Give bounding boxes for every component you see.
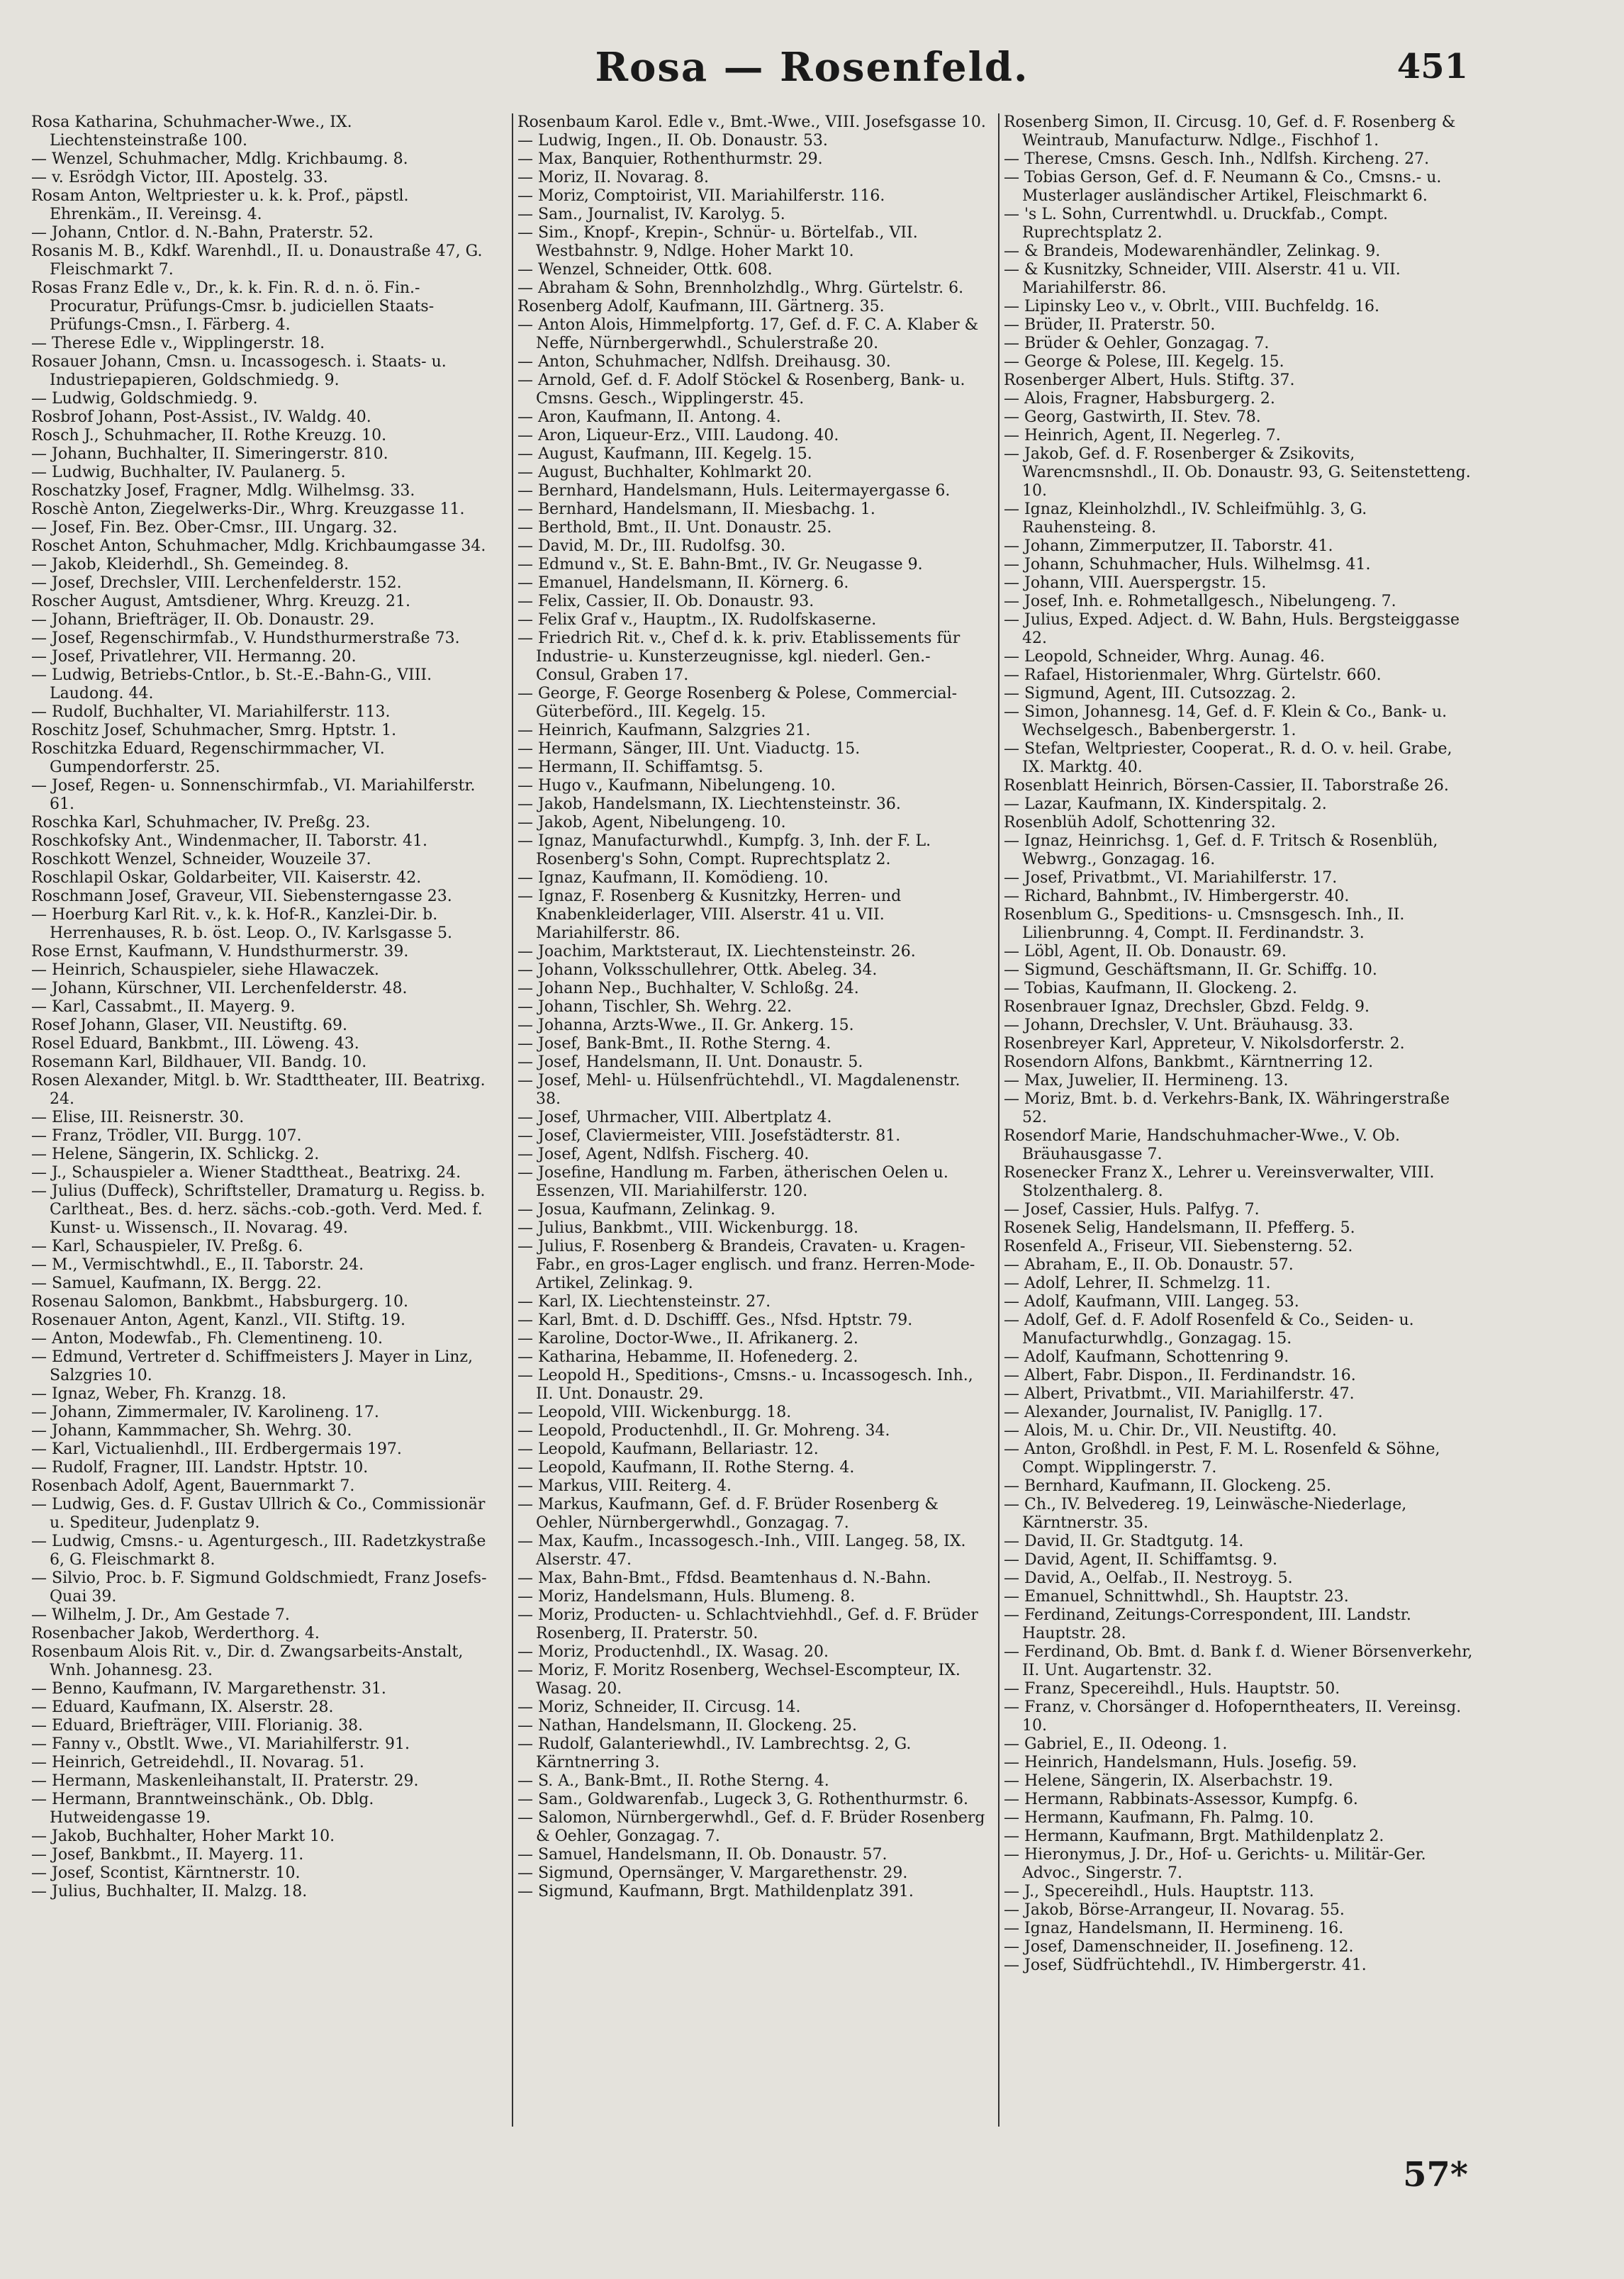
directory-entry: Roschlapil Oskar, Goldarbeiter, VII. Kaiserstr. 42.: [31, 869, 422, 887]
directory-entry: Rosenbacher Jakob, Werderthorg. 4.: [31, 1625, 320, 1642]
directory-entry: — Franz, v. Chorsänger d. Hofoperntheaters, II. Vereinsg. 10.: [1004, 1698, 1462, 1735]
directory-entry: — Jakob, Handelsmann, IX. Liechtensteinstr. 36.: [517, 795, 901, 813]
directory-entry: — Leopold H., Speditions-, Cmsns.- u. Incassogesch. Inh., II. Unt. Donaustr. 29.: [517, 1367, 973, 1403]
directory-entry: — Anton, Modewfab., Fh. Clementineng. 10.: [31, 1330, 383, 1348]
directory-entry: — Josef, Inh. e. Rohmetallgesch., Nibelungeng. 7.: [1004, 593, 1396, 610]
directory-entry: — Johann, Buchhalter, II. Simeringerstr. 810.: [31, 445, 388, 463]
directory-entry: — Anton, Großhdl. in Pest, F. M. L. Rosenfeld & Söhne, Compt. Wipplingerstr. 7.: [1004, 1440, 1440, 1477]
directory-entry: — Eduard, Kaufmann, IX. Alserstr. 28.: [31, 1698, 334, 1716]
directory-entry: — Stefan, Weltpriester, Cooperat., R. d. O. v. heil. Grabe, IX. Marktg. 40.: [1004, 740, 1452, 776]
directory-entry: — Löbl, Agent, II. Ob. Donaustr. 69.: [1004, 943, 1287, 961]
directory-entry: — Leopold, Productenhdl., II. Gr. Mohreng. 34.: [517, 1422, 890, 1440]
page-title: Rosa — Rosenfeld.: [595, 44, 1029, 91]
directory-entry: — Hugo v., Kaufmann, Nibelungeng. 10.: [517, 777, 836, 795]
directory-entry: — Ludwig, Betriebs-Cntlor., b. St.-E.-Bahn-G., VIII. Laudong. 44.: [31, 666, 432, 702]
directory-entry: — Wenzel, Schneider, Ottk. 608.: [517, 261, 773, 279]
directory-entry: Rosauer Johann, Cmsn. u. Incassogesch. i. Staats- u. Industriepapieren, Goldschmiedg. 9.: [31, 353, 447, 389]
directory-entry: Rosenberger Albert, Huls. Stiftg. 37.: [1004, 371, 1295, 389]
directory-entry: Rosenfeld A., Friseur, VII. Siebensterng. 52.: [1004, 1238, 1353, 1255]
directory-entry: — Josef, Fin. Bez. Ober-Cmsr., III. Ungarg. 32.: [31, 519, 398, 537]
directory-entry: — Jakob, Gef. d. F. Rosenberger & Zsikovits, Warencmsnshdl., II. Ob. Donaustr. 93, G. Seitenstetteng. 10.: [1004, 445, 1471, 500]
directory-entry: Rosenek Selig, Handelsmann, II. Pfefferg. 5.: [1004, 1219, 1355, 1237]
directory-entry: Rosenblüh Adolf, Schottenring 32.: [1004, 814, 1276, 831]
directory-entry: — Moriz, Comptoirist, VII. Mariahilferstr. 116.: [517, 187, 885, 205]
directory-entry: — Max, Banquier, Rothenthurmstr. 29.: [517, 150, 823, 168]
directory-entry: — Lipinsky Leo v., v. Obrlt., VIII. Buchfeldg. 16.: [1004, 298, 1380, 315]
directory-entry: — Jakob, Buchhalter, Hoher Markt 10.: [31, 1827, 335, 1845]
directory-entry: — Nathan, Handelsmann, II. Glockeng. 25.: [517, 1717, 857, 1735]
directory-entry: — Hoerburg Karl Rit. v., k. k. Hof-R., Kanzlei-Dir. b. Herrenhauses, R. b. öst. Leop. O., IV. Karlsgasse 5.: [31, 906, 453, 942]
directory-entry: — George & Polese, III. Kegelg. 15.: [1004, 353, 1284, 371]
directory-entry: — Elise, III. Reisnerstr. 30.: [31, 1109, 245, 1126]
directory-entry: — Jakob, Kleiderhdl., Sh. Gemeindeg. 8.: [31, 556, 349, 573]
directory-entry: — Hermann, Kaufmann, Brgt. Mathildenplatz 2.: [1004, 1827, 1384, 1845]
directory-entry: — M., Vermischtwhdl., E., II. Taborstr. 24.: [31, 1256, 364, 1274]
directory-entry: — Tobias, Kaufmann, II. Glockeng. 2.: [1004, 980, 1298, 997]
directory-entry: — Sam., Goldwarenfab., Lugeck 3, G. Rothenthurmstr. 6.: [517, 1791, 968, 1808]
directory-entry: — Franz, Specereihdl., Huls. Hauptstr. 50.: [1004, 1680, 1340, 1698]
directory-entry: — Josef, Privatbmt., VI. Mariahilferstr. 17.: [1004, 869, 1338, 887]
directory-entry: — S. A., Bank-Bmt., II. Rothe Sterng. 4.: [517, 1772, 829, 1790]
directory-entry: — Josef, Cassier, Huls. Palfyg. 7.: [1004, 1201, 1260, 1219]
directory-entry: — Sigmund, Opernsänger, V. Margarethenstr. 29.: [517, 1864, 908, 1882]
directory-entry: Rosenblatt Heinrich, Börsen-Cassier, II. Taborstraße 26.: [1004, 777, 1449, 795]
page-number: 451: [1396, 47, 1468, 86]
directory-entry: — Josef, Agent, Ndlfsh. Fischerg. 40.: [517, 1146, 810, 1163]
directory-entry: — Hermann, Maskenleihanstalt, II. Praterstr. 29.: [31, 1772, 419, 1790]
directory-entry: — Samuel, Kaufmann, IX. Bergg. 22.: [31, 1275, 322, 1292]
column-2: [517, 113, 988, 2127]
directory-entry: — Johann, Zimmermaler, IV. Karolineng. 17.: [31, 1404, 379, 1421]
directory-entry: — Karl, Schauspieler, IV. Preßg. 6.: [31, 1238, 303, 1255]
directory-entry: — Adolf, Gef. d. F. Adolf Rosenfeld & Co., Seiden- u. Manufacturwhdlg., Gonzagag. 15.: [1004, 1311, 1414, 1348]
directory-entry: — Bernhard, Kaufmann, II. Glockeng. 25.: [1004, 1477, 1332, 1495]
directory-entry: Rosch J., Schuhmacher, II. Rothe Kreuzg. 10.: [31, 427, 387, 444]
directory-entry: — Ignaz, Handelsmann, II. Hermineng. 16.: [1004, 1920, 1344, 1937]
directory-entry: — Johanna, Arzts-Wwe., II. Gr. Ankerg. 15.: [517, 1017, 854, 1034]
directory-entry: — Gabriel, E., II. Odeong. 1.: [1004, 1735, 1228, 1753]
directory-entry: Rosenberg Adolf, Kaufmann, III. Gärtnerg. 35.: [517, 298, 885, 315]
directory-entry: Roschka Karl, Schuhmacher, IV. Preßg. 23.: [31, 814, 371, 831]
directory-entry: — Emanuel, Handelsmann, II. Körnerg. 6.: [517, 574, 849, 592]
directory-entry: — Benno, Kaufmann, IV. Margarethenstr. 31.: [31, 1680, 386, 1698]
directory-entry: — Adolf, Kaufmann, Schottenring 9.: [1004, 1348, 1289, 1366]
directory-entry: — J., Schauspieler a. Wiener Stadttheat., Beatrixg. 24.: [31, 1164, 461, 1182]
directory-entry: — Adolf, Kaufmann, VIII. Langeg. 53.: [1004, 1293, 1299, 1311]
directory-entry: — Arnold, Gef. d. F. Adolf Stöckel & Rosenberg, Bank- u. Cmsns. Gesch., Wipplingerstr. 45.: [517, 371, 965, 408]
directory-entry: — Sim., Knopf-, Krepin-, Schnür- u. Börtelfab., VII. Westbahnstr. 9, Ndlge. Hoher Markt 10.: [517, 224, 918, 260]
directory-entry: — Johann, Cntlor. d. N.-Bahn, Praterstr. 52.: [31, 224, 374, 242]
directory-entry: — Alois, M. u. Chir. Dr., VII. Neustiftg. 40.: [1004, 1422, 1337, 1440]
directory-entry: — Edmund v., St. E. Bahn-Bmt., IV. Gr. Neugasse 9.: [517, 556, 923, 573]
directory-entry: — Wilhelm, J. Dr., Am Gestade 7.: [31, 1606, 290, 1624]
directory-entry: — Johann, Zimmerputzer, II. Taborstr. 41.: [1004, 537, 1333, 555]
directory-entry: — Julius, F. Rosenberg & Brandeis, Cravaten- u. Kragen-Fabr., en gros-Lager englisch. und franz. Herren-Mode-Artikel, Zelinkag. 9.: [517, 1238, 975, 1292]
directory-entry: — Julius (Duffeck), Schriftsteller, Dramaturg u. Regiss. b. Carltheat., Bes. d. herz. sächs.-cob.-goth. Verd. Med. f. Kunst- u. Wissensch., II. Novarag. 49.: [31, 1182, 486, 1237]
directory-entry: — Josef, Claviermeister, VIII. Josefstädterstr. 81.: [517, 1127, 901, 1145]
directory-entry: — Therese, Cmsns. Gesch. Inh., Ndlfsh. Kircheng. 27.: [1004, 150, 1430, 168]
directory-entry: Rosanis M. B., Kdkf. Warenhdl., II. u. Donaustraße 47, G. Fleischmarkt 7.: [31, 242, 483, 279]
directory-entry: — Emanuel, Schnittwhdl., Sh. Hauptstr. 23.: [1004, 1588, 1349, 1606]
directory-entry: — Moriz, Productenhdl., IX. Wasag. 20.: [517, 1643, 829, 1661]
directory-entry: Rosef Johann, Glaser, VII. Neustiftg. 69.: [31, 1017, 347, 1034]
directory-entry: Rosa Katharina, Schuhmacher-Wwe., IX. Liechtensteinstraße 100.: [31, 113, 352, 150]
directory-entry: — Rudolf, Galanteriewhdl., IV. Lambrechtsg. 2, G. Kärntnerring 3.: [517, 1735, 912, 1771]
directory-entry: — Moriz, Bmt. b. d. Verkehrs-Bank, IX. Währingerstraße 52.: [1004, 1090, 1450, 1126]
directory-entry: — Leopold, Schneider, Whrg. Aunag. 46.: [1004, 648, 1326, 666]
directory-entry: — Julius, Buchhalter, II. Malzg. 18.: [31, 1883, 308, 1900]
directory-entry: — Berthold, Bmt., II. Unt. Donaustr. 25.: [517, 519, 832, 537]
directory-entry: Roschkofsky Ant., Windenmacher, II. Taborstr. 41.: [31, 832, 428, 850]
directory-entry: — Brüder & Oehler, Gonzagag. 7.: [1004, 335, 1270, 352]
directory-entry: Roschet Anton, Schuhmacher, Mdlg. Krichbaumgasse 34.: [31, 537, 486, 555]
directory-entry: — Aron, Liqueur-Erz., VIII. Laudong. 40.: [517, 427, 839, 444]
directory-entry: — Friedrich Rit. v., Chef d. k. k. priv. Etablissements für Industrie- u. Kunsterzeugnisse, kgl. niederl. Gen.-Consul, Graben 17.: [517, 629, 961, 684]
column-3: [1004, 113, 1474, 2127]
directory-entry: — Sam., Journalist, IV. Karolyg. 5.: [517, 206, 785, 223]
directory-entry: — Max, Kaufm., Incassogesch.-Inh., VIII. Langeg. 58, IX. Alserstr. 47.: [517, 1533, 966, 1569]
directory-entry: Rosenbaum Karol. Edle v., Bmt.-Wwe., VIII. Josefsgasse 10.: [517, 113, 986, 131]
directory-entry: — Alexander, Journalist, IV. Panigllg. 17.: [1004, 1404, 1323, 1421]
directory-entry: — Johann, Drechsler, V. Unt. Bräuhausg. 33.: [1004, 1017, 1354, 1034]
directory-entry: — Karl, Cassabmt., II. Mayerg. 9.: [31, 998, 296, 1016]
directory-entry: — Johann, VIII. Auerspergstr. 15.: [1004, 574, 1267, 592]
directory-entry: — Felix Graf v., Hauptm., IX. Rudolfskaserne.: [517, 611, 877, 629]
directory-entry: — Moriz, Schneider, II. Circusg. 14.: [517, 1698, 801, 1716]
directory-entry: Rosenauer Anton, Agent, Kanzl., VII. Stiftg. 19.: [31, 1311, 405, 1329]
directory-entry: Rosenblum G., Speditions- u. Cmsnsgesch. Inh., II. Lilienbrunng. 4, Compt. II. Ferdinandstr. 3.: [1004, 906, 1405, 942]
directory-entry: Rosenbrauer Ignaz, Drechsler, Gbzd. Feldg. 9.: [1004, 998, 1370, 1016]
directory-entry: — Heinrich, Getreidehdl., II. Novarag. 51.: [31, 1754, 364, 1771]
directory-entry: — Max, Bahn-Bmt., Ffdsd. Beamtenhaus d. N.-Bahn.: [517, 1569, 931, 1587]
directory-entry: — Albert, Fabr. Dispon., II. Ferdinandstr. 16.: [1004, 1367, 1356, 1384]
directory-entry: — Ludwig, Ingen., II. Ob. Donaustr. 53.: [517, 132, 828, 150]
directory-entry: — Josua, Kaufmann, Zelinkag. 9.: [517, 1201, 775, 1219]
directory-entry: — Josef, Regen- u. Sonnenschirmfab., VI. Mariahilferstr. 61.: [31, 777, 476, 813]
directory-entry: Roscher August, Amtsdiener, Whrg. Kreuzg. 21.: [31, 593, 410, 610]
directory-entry: — Ludwig, Cmsns.- u. Agenturgesch., III. Radetzkystraße 6, G. Fleischmarkt 8.: [31, 1533, 486, 1569]
directory-entry: — Edmund, Vertreter d. Schiffmeisters J. Mayer in Linz, Salzgries 10.: [31, 1348, 474, 1384]
directory-entry: — Ignaz, Heinrichsg. 1, Gef. d. F. Tritsch & Rosenblüh, Webwrg., Gonzagag. 16.: [1004, 832, 1438, 868]
directory-entry: Roschè Anton, Ziegelwerks-Dir., Whrg. Kreuzgasse 11.: [31, 500, 465, 518]
directory-entry: — Hermann, II. Schiffamtsg. 5.: [517, 758, 763, 776]
directory-entry: — Karl, Victualienhdl., III. Erdbergermais 197.: [31, 1440, 402, 1458]
directory-entry: — Hermann, Sänger, III. Unt. Viaductg. 15.: [517, 740, 861, 758]
directory-entry: — Josef, Handelsmann, II. Unt. Donaustr. 5.: [517, 1053, 863, 1071]
directory-entry: — Julius, Exped. Adject. d. W. Bahn, Huls. Bergsteiggasse 42.: [1004, 611, 1460, 647]
directory-entry: Rose Ernst, Kaufmann, V. Hundsthurmerstr. 39.: [31, 943, 409, 961]
directory-entry: — Josefine, Handlung m. Farben, ätherischen Oelen u. Essenzen, VII. Mariahilferstr. 120.: [517, 1164, 948, 1200]
directory-entry: — Therese Edle v., Wipplingerstr. 18.: [31, 335, 325, 352]
directory-entry: — Wenzel, Schuhmacher, Mdlg. Krichbaumg. 8.: [31, 150, 408, 168]
directory-entry: — Josef, Bankbmt., II. Mayerg. 11.: [31, 1846, 304, 1864]
directory-entry: — August, Kaufmann, III. Kegelg. 15.: [517, 445, 812, 463]
directory-entry: — Heinrich, Handelsmann, Huls. Josefig. 59.: [1004, 1754, 1357, 1771]
directory-entry: Roschatzky Josef, Fragner, Mdlg. Wilhelmsg. 33.: [31, 482, 415, 500]
directory-entry: — Josef, Südfrüchtehdl., IV. Himbergerstr. 41.: [1004, 1956, 1367, 1974]
directory-entry: — Abraham, E., II. Ob. Donaustr. 57.: [1004, 1256, 1294, 1274]
directory-entry: — Hieronymus, J. Dr., Hof- u. Gerichts- u. Militär-Ger. Advoc., Singerstr. 7.: [1004, 1846, 1426, 1882]
directory-entry: — Markus, VIII. Reiterg. 4.: [517, 1477, 732, 1495]
directory-entry: Rosenecker Franz X., Lehrer u. Vereinsverwalter, VIII. Stolzenthalerg. 8.: [1004, 1164, 1435, 1200]
directory-columns: [31, 113, 1477, 2127]
directory-entry: — Alois, Fragner, Habsburgerg. 2.: [1004, 390, 1275, 408]
directory-entry: — Ludwig, Goldschmiedg. 9.: [31, 390, 258, 408]
directory-entry: — Samuel, Handelsmann, II. Ob. Donaustr. 57.: [517, 1846, 887, 1864]
directory-entry: — Brüder, II. Praterstr. 50.: [1004, 316, 1216, 334]
column-1: [31, 113, 502, 2127]
directory-entry: — Joachim, Marktsteraut, IX. Liechtensteinstr. 26.: [517, 943, 916, 961]
directory-entry: — Lazar, Kaufmann, IX. Kinderspitalg. 2.: [1004, 795, 1327, 813]
directory-entry: — Karoline, Doctor-Wwe., II. Afrikanerg. 2.: [517, 1330, 858, 1348]
directory-entry: — Jakob, Börse-Arrangeur, II. Novarag. 55.: [1004, 1901, 1345, 1919]
directory-entry: — Helene, Sängerin, IX. Schlickg. 2.: [31, 1146, 320, 1163]
directory-entry: Roschitz Josef, Schuhmacher, Smrg. Hptstr. 1.: [31, 722, 397, 739]
directory-entry: Roschmann Josef, Graveur, VII. Siebensterngasse 23.: [31, 887, 452, 905]
directory-entry: — Johann, Schuhmacher, Huls. Wilhelmsg. 41.: [1004, 556, 1371, 573]
directory-entry: Rosenberg Simon, II. Circusg. 10, Gef. d. F. Rosenberg & Weintraub, Manufacturw. Ndlge., Fischhof 1.: [1004, 113, 1456, 150]
directory-entry: — Leopold, VIII. Wickenburgg. 18.: [517, 1404, 792, 1421]
directory-entry: — Simon, Johannesg. 14, Gef. d. F. Klein & Co., Bank- u. Wechselgesch., Babenbergerstr. 1.: [1004, 703, 1447, 739]
directory-entry: — Johann, Kammmacher, Sh. Wehrg. 30.: [31, 1422, 352, 1440]
directory-entry: — Josef, Damenschneider, II. Josefineng. 12.: [1004, 1938, 1354, 1956]
directory-entry: — David, Agent, II. Schiffamtsg. 9.: [1004, 1551, 1278, 1569]
directory-entry: — Ignaz, Weber, Fh. Kranzg. 18.: [31, 1385, 286, 1403]
directory-entry: Roschitzka Eduard, Regenschirmmacher, VI. Gumpendorferstr. 25.: [31, 740, 385, 776]
directory-entry: — Ignaz, Manufacturwhdl., Kumpfg. 3, Inh. der F. L. Rosenberg's Sohn, Compt. Ruprechtsplatz 2.: [517, 832, 931, 868]
directory-entry: — Ignaz, F. Rosenberg & Kusnitzky, Herren- und Knabenkleiderlager, VIII. Alserstr. 41 u. VII. Mariahilferstr. 86.: [517, 887, 902, 942]
directory-entry: — Ignaz, Kaufmann, II. Komödieng. 10.: [517, 869, 829, 887]
directory-entry: — v. Esrödgh Victor, III. Apostelg. 33.: [31, 169, 328, 186]
directory-entry: — Josef, Privatlehrer, VII. Hermanng. 20.: [31, 648, 357, 666]
directory-entry: Rosemann Karl, Bildhauer, VII. Bandg. 10.: [31, 1053, 367, 1071]
directory-entry: — 's L. Sohn, Currentwhdl. u. Druckfab., Compt. Ruprechtsplatz 2.: [1004, 206, 1389, 242]
directory-entry: — Ch., IV. Belvedereg. 19, Leinwäsche-Niederlage, Kärntnerstr. 35.: [1004, 1496, 1407, 1532]
directory-entry: Rosendorn Alfons, Bankbmt., Kärntnerring 12.: [1004, 1053, 1374, 1071]
directory-entry: — David, M. Dr., III. Rudolfsg. 30.: [517, 537, 786, 555]
directory-entry: — Richard, Bahnbmt., IV. Himbergerstr. 40.: [1004, 887, 1350, 905]
directory-entry: Rosendorf Marie, Handschuhmacher-Wwe., V. Ob. Bräuhausgasse 7.: [1004, 1127, 1400, 1163]
directory-entry: Rosas Franz Edle v., Dr., k. k. Fin. R. d. n. ö. Fin.-Procuratur, Prüfungs-Cmsr. b. judiciellen Staats-Prüfungs-Cmsn., I. Färberg. 4.: [31, 279, 435, 334]
directory-entry: — Sigmund, Agent, III. Cutsozzag. 2.: [1004, 685, 1297, 702]
directory-entry: — Johann, Tischler, Sh. Wehrg. 22.: [517, 998, 793, 1016]
directory-entry: — August, Buchhalter, Kohlmarkt 20.: [517, 464, 812, 481]
directory-entry: — Rafael, Historienmaler, Whrg. Gürtelstr. 660.: [1004, 666, 1382, 684]
directory-entry: — Moriz, Handelsmann, Huls. Blumeng. 8.: [517, 1588, 856, 1606]
directory-entry: — Leopold, Kaufmann, II. Rothe Sterng. 4.: [517, 1459, 855, 1477]
directory-entry: — George, F. George Rosenberg & Polese, Commercial-Güterbeförd., III. Kegelg. 15.: [517, 685, 958, 721]
directory-entry: — Franz, Trödler, VII. Burgg. 107.: [31, 1127, 302, 1145]
directory-entry: — Josef, Scontist, Kärntnerstr. 10.: [31, 1864, 301, 1882]
directory-entry: — Josef, Bank-Bmt., II. Rothe Sterng. 4.: [517, 1035, 831, 1053]
directory-entry: — Ferdinand, Ob. Bmt. d. Bank f. d. Wiener Börsenverkehr, II. Unt. Augartenstr. 32.: [1004, 1643, 1473, 1679]
directory-entry: Rosenbaum Alois Rit. v., Dir. d. Zwangsarbeits-Anstalt, Wnh. Johannesg. 23.: [31, 1643, 464, 1679]
directory-entry: — Helene, Sängerin, IX. Alserbachstr. 19.: [1004, 1772, 1333, 1790]
directory-entry: — Johann Nep., Buchhalter, V. Schloßg. 24.: [517, 980, 859, 997]
directory-entry: — Anton, Schuhmacher, Ndlfsh. Dreihausg. 30.: [517, 353, 891, 371]
directory-entry: — Hermann, Rabbinats-Assessor, Kumpfg. 6.: [1004, 1791, 1358, 1808]
directory-entry: — Abraham & Sohn, Brennholzhdlg., Whrg. Gürtelstr. 6.: [517, 279, 964, 297]
directory-entry: — Johann, Volksschullehrer, Ottk. Abeleg. 34.: [517, 961, 878, 979]
directory-entry: Rosam Anton, Weltpriester u. k. k. Prof., päpstl. Ehrenkäm., II. Vereinsg. 4.: [31, 187, 409, 223]
directory-entry: Rosbrof Johann, Post-Assist., IV. Waldg. 40.: [31, 408, 371, 426]
directory-entry: — Rudolf, Buchhalter, VI. Mariahilferstr. 113.: [31, 703, 391, 721]
directory-entry: Roschkott Wenzel, Schneider, Wouzeile 37.: [31, 851, 371, 868]
directory-entry: — Julius, Bankbmt., VIII. Wickenburgg. 18.: [517, 1219, 859, 1237]
directory-entry: — David, II. Gr. Stadtgutg. 14.: [1004, 1533, 1244, 1550]
directory-entry: — Moriz, F. Moritz Rosenberg, Wechsel-Escompteur, IX. Wasag. 20.: [517, 1662, 961, 1698]
directory-entry: — Adolf, Lehrer, II. Schmelzg. 11.: [1004, 1275, 1271, 1292]
directory-entry: — Ludwig, Ges. d. F. Gustav Ullrich & Co., Commissionär u. Spediteur, Judenplatz 9.: [31, 1496, 486, 1532]
directory-entry: — Heinrich, Schauspieler, siehe Hlawaczek.: [31, 961, 379, 979]
directory-entry: — Josef, Uhrmacher, VIII. Albertplatz 4.: [517, 1109, 832, 1126]
directory-entry: — Bernhard, Handelsmann, Huls. Leitermayergasse 6.: [517, 482, 951, 500]
directory-entry: Rosenau Salomon, Bankbmt., Habsburgerg. 10.: [31, 1293, 408, 1311]
directory-entry: — Johann, Kürschner, VII. Lerchenfelderstr. 48.: [31, 980, 408, 997]
directory-entry: Rosenbreyer Karl, Appreteur, V. Nikolsdorferstr. 2.: [1004, 1035, 1405, 1053]
directory-entry: Rosel Eduard, Bankbmt., III. Löweng. 43.: [31, 1035, 359, 1053]
directory-entry: — Josef, Regenschirmfab., V. Hundsthurmerstraße 73.: [31, 629, 460, 647]
directory-entry: — David, A., Oelfab., II. Nestroyg. 5.: [1004, 1569, 1293, 1587]
directory-entry: — Rudolf, Fragner, III. Landstr. Hptstr. 10.: [31, 1459, 369, 1477]
directory-entry: — Josef, Mehl- u. Hülsenfrüchtehdl., VI. Magdalenenstr. 38.: [517, 1072, 961, 1108]
directory-entry: — Heinrich, Kaufmann, Salzgries 21.: [517, 722, 811, 739]
directory-entry: — & Brandeis, Modewarenhändler, Zelinkag. 9.: [1004, 242, 1381, 260]
directory-entry: — Georg, Gastwirth, II. Stev. 78.: [1004, 408, 1261, 426]
directory-entry: Rosenbach Adolf, Agent, Bauernmarkt 7.: [31, 1477, 355, 1495]
directory-entry: — Anton Alois, Himmelpfortg. 17, Gef. d. F. C. A. Klaber & Neffe, Nürnbergerwhdl., Schulerstraße 20.: [517, 316, 979, 352]
running-head: [0, 44, 1624, 101]
directory-entry: — Bernhard, Handelsmann, II. Miesbachg. 1.: [517, 500, 875, 518]
directory-entry: — Markus, Kaufmann, Gef. d. F. Brüder Rosenberg & Oehler, Nürnbergerwhdl., Gonzagag. 7.: [517, 1496, 939, 1532]
directory-entry: — Ignaz, Kleinholzhdl., IV. Schleifmühlg. 3, G. Rauhensteing. 8.: [1004, 500, 1367, 537]
directory-entry: — Moriz, II. Novarag. 8.: [517, 169, 709, 186]
directory-entry: — Silvio, Proc. b. F. Sigmund Goldschmiedt, Franz Josefs-Quai 39.: [31, 1569, 487, 1606]
directory-entry: — Karl, Bmt. d. D. Dschifff. Ges., Nfsd. Hptstr. 79.: [517, 1311, 913, 1329]
printer-signature: 57*: [1403, 2155, 1468, 2195]
directory-entry: — Eduard, Briefträger, VIII. Florianig. 38.: [31, 1717, 363, 1735]
directory-entry: — Josef, Drechsler, VIII. Lerchenfelderstr. 152.: [31, 574, 402, 592]
directory-entry: — Karl, IX. Liechtensteinstr. 27.: [517, 1293, 771, 1311]
directory-entry: — Moriz, Producten- u. Schlachtviehhdl., Gef. d. F. Brüder Rosenberg, II. Praterstr. 50.: [517, 1606, 978, 1642]
directory-entry: Rosen Alexander, Mitgl. b. Wr. Stadttheater, III. Beatrixg. 24.: [31, 1072, 486, 1108]
directory-entry: — Ludwig, Buchhalter, IV. Paulanerg. 5.: [31, 464, 346, 481]
directory-entry: — Jakob, Agent, Nibelungeng. 10.: [517, 814, 786, 831]
directory-entry: — Sigmund, Geschäftsmann, II. Gr. Schiffg. 10.: [1004, 961, 1377, 979]
directory-entry: — Hermann, Branntweinschänk., Ob. Dblg. Hutweidengasse 19.: [31, 1791, 374, 1827]
directory-entry: — Leopold, Kaufmann, Bellariastr. 12.: [517, 1440, 819, 1458]
directory-entry: — J., Specereihdl., Huls. Hauptstr. 113.: [1004, 1883, 1314, 1900]
directory-entry: — Albert, Privatbmt., VII. Mariahilferstr. 47.: [1004, 1385, 1355, 1403]
directory-entry: — Felix, Cassier, II. Ob. Donaustr. 93.: [517, 593, 814, 610]
directory-entry: — Sigmund, Kaufmann, Brgt. Mathildenplatz 391.: [517, 1883, 914, 1900]
directory-entry: — Katharina, Hebamme, II. Hofenederg. 2.: [517, 1348, 858, 1366]
directory-entry: — & Kusnitzky, Schneider, VIII. Alserstr. 41 u. VII. Mariahilferstr. 86.: [1004, 261, 1401, 297]
directory-entry: — Max, Juwelier, II. Hermineng. 13.: [1004, 1072, 1289, 1090]
directory-entry: — Salomon, Nürnbergerwhdl., Gef. d. F. Brüder Rosenberg & Oehler, Gonzagag. 7.: [517, 1809, 985, 1845]
directory-entry: — Aron, Kaufmann, II. Antong. 4.: [517, 408, 781, 426]
directory-entry: — Johann, Briefträger, II. Ob. Donaustr. 29.: [31, 611, 375, 629]
directory-entry: — Heinrich, Agent, II. Negerleg. 7.: [1004, 427, 1281, 444]
directory-entry: — Ferdinand, Zeitungs-Correspondent, III. Landstr. Hauptstr. 28.: [1004, 1606, 1411, 1642]
directory-entry: — Fanny v., Obstlt. Wwe., VI. Mariahilferstr. 91.: [31, 1735, 410, 1753]
directory-entry: — Hermann, Kaufmann, Fh. Palmg. 10.: [1004, 1809, 1314, 1827]
directory-entry: — Tobias Gerson, Gef. d. F. Neumann & Co., Cmsns.- u. Musterlager ausländischer Artikel, Fleischmarkt 6.: [1004, 169, 1442, 205]
